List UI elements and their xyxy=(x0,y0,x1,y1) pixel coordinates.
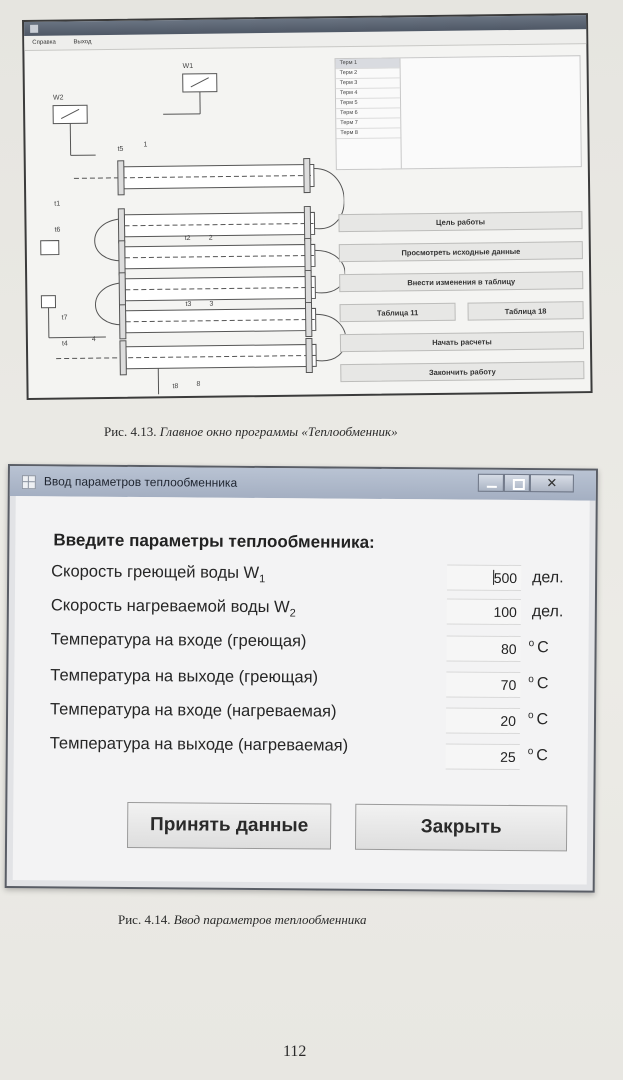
param-label-cold-out: Температура на выходе (нагреваемая) xyxy=(49,734,349,755)
table-row[interactable]: Терм 4 xyxy=(336,88,400,99)
maximize-icon[interactable] xyxy=(504,474,530,492)
table-row[interactable]: Терм 7 xyxy=(336,118,400,129)
caption-text: Ввод параметров теплообменника xyxy=(173,912,367,927)
table-row[interactable]: Терм 8 xyxy=(336,128,400,139)
thermo-table[interactable] xyxy=(334,55,581,170)
start-calc-button[interactable]: Начать расчеты xyxy=(340,331,584,352)
param-unit-w2: дел. xyxy=(531,603,564,621)
caption-text: Главное окно программы «Теплообменник» xyxy=(159,424,398,439)
param-unit-hot-in: $^o$ C xyxy=(528,638,549,657)
parameters-dialog xyxy=(5,464,598,893)
menu-help[interactable]: Справка xyxy=(32,39,56,46)
close-button[interactable]: Закрыть xyxy=(355,804,567,852)
param-field-w1[interactable]: 500 xyxy=(447,564,521,591)
param-field-cold-out[interactable]: 25 xyxy=(446,743,520,770)
table-row[interactable]: Терм 1 xyxy=(336,58,400,69)
param-label-hot-in: Температура на входе (греющая) xyxy=(50,630,307,651)
main-window-screenshot xyxy=(22,13,593,400)
label-t4: t4 xyxy=(61,340,68,348)
dialog-title: Ввод параметров теплообменника xyxy=(43,474,238,490)
label-n1: 1 xyxy=(143,141,148,149)
dialog-heading: Введите параметры теплообменника: xyxy=(53,530,375,552)
dialog-client-area xyxy=(13,496,590,884)
figure-caption-4-13 xyxy=(104,424,398,440)
param-field-cold-in[interactable]: 20 xyxy=(446,707,520,734)
table-row[interactable]: Терм 2 xyxy=(336,68,400,79)
label-t6: t6 xyxy=(54,226,61,234)
label-t5: t5 xyxy=(117,145,124,153)
param-field-w2[interactable]: 100 xyxy=(447,598,521,625)
label-n8: 8 xyxy=(196,380,201,388)
label-t8: t8 xyxy=(172,383,179,391)
label-t7: t7 xyxy=(61,314,68,322)
label-w2: W2 xyxy=(52,94,64,102)
param-field-hot-out[interactable]: 70 xyxy=(446,671,520,698)
param-label-w1: Скорость греющей воды $W_1$ xyxy=(51,562,266,586)
page-number: 112 xyxy=(283,1043,307,1060)
table-11-button[interactable]: Таблица 11 xyxy=(339,303,455,322)
caption-prefix: Рис. 4.14. xyxy=(118,912,171,927)
param-unit-hot-out: $^o$ C xyxy=(528,674,549,693)
label-t1: t1 xyxy=(54,200,61,208)
thermo-table-column xyxy=(336,58,402,169)
param-unit-cold-out: $^o$ C xyxy=(527,746,548,765)
dialog-titlebar xyxy=(10,466,596,501)
param-label-hot-out: Температура на выходе (греющая) xyxy=(50,666,319,687)
table-row[interactable]: Терм 6 xyxy=(336,108,400,119)
finish-button[interactable]: Закончить работу xyxy=(340,361,584,382)
param-field-hot-in[interactable]: 80 xyxy=(446,635,520,662)
goal-button[interactable]: Цель работы xyxy=(338,211,582,232)
accept-data-button[interactable]: Принять данные xyxy=(127,802,331,850)
table-row[interactable]: Терм 3 xyxy=(336,78,400,89)
menu-exit[interactable]: Выход xyxy=(73,39,92,46)
param-unit-cold-in: $^o$ C xyxy=(527,710,549,729)
figure-caption-4-14 xyxy=(118,912,367,928)
heat-exchanger-diagram xyxy=(32,52,346,396)
param-label-cold-in: Температура на входе (нагреваемая) xyxy=(50,700,337,721)
caption-prefix: Рис. 4.13. xyxy=(104,424,157,439)
label-t2: t2 xyxy=(184,234,191,243)
table-18-button[interactable]: Таблица 18 xyxy=(467,301,583,320)
table-row[interactable]: Терм 5 xyxy=(336,98,400,109)
label-t3: t3 xyxy=(185,300,192,309)
label-n4: 4 xyxy=(91,336,96,344)
param-unit-w1: дел. xyxy=(532,569,564,587)
label-n3: 3 xyxy=(209,300,214,308)
edit-table-button[interactable]: Внести изменения в таблицу xyxy=(339,271,583,292)
view-data-button[interactable]: Просмотреть исходные данные xyxy=(339,241,583,262)
label-w1: W1 xyxy=(182,62,194,71)
app-icon xyxy=(30,25,38,33)
param-label-w2: Скорость нагреваемой воды $W_2$ xyxy=(50,596,296,620)
close-icon[interactable]: ✕ xyxy=(530,474,574,492)
window-icon xyxy=(22,475,36,489)
minimize-icon[interactable] xyxy=(478,474,504,492)
label-n2: 2 xyxy=(208,234,213,242)
